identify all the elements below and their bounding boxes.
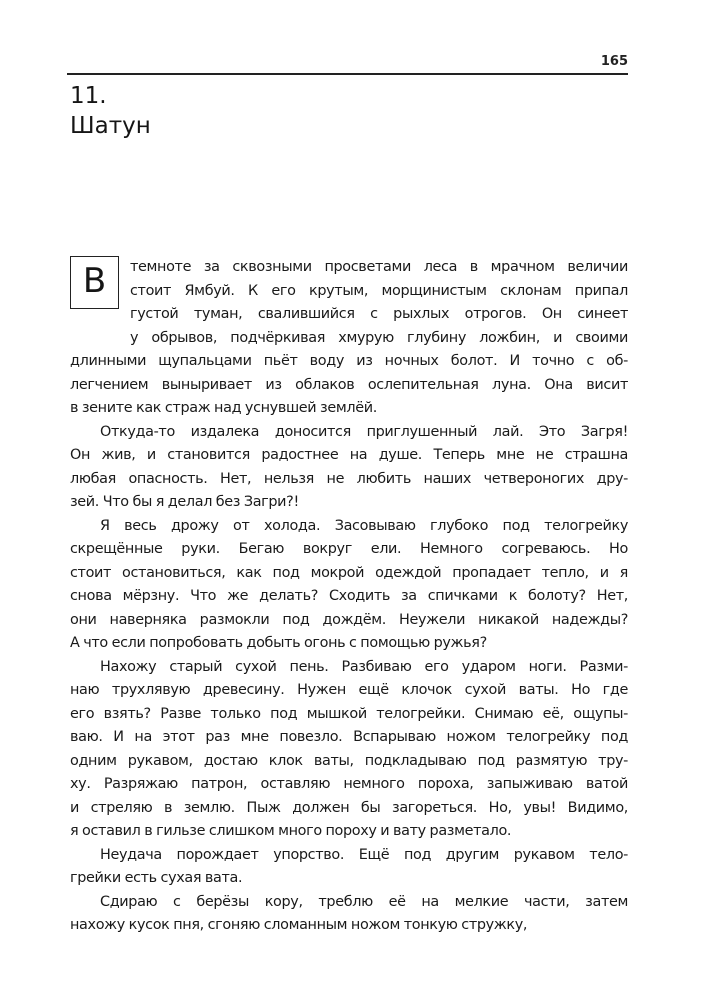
drop-cap: В: [70, 256, 119, 309]
text-line: Нахожу старый сухой пень. Разбиваю его ударом ноги. Разми-: [100, 658, 628, 675]
chapter-heading: [70, 81, 151, 141]
text-line: снова мёрзну. Что же делать? Сходить за спичками к болоту? Нет,: [70, 588, 628, 604]
text-line: и стреляю в землю. Пыж должен бы загореться. Но, увы! Видимо,: [70, 799, 628, 816]
text-line: стоит остановиться, как под мокрой одеждой пропадает тепло, и я: [70, 564, 628, 581]
text-line: скрещённые руки. Бегаю вокруг ели. Немного согреваюсь. Но: [70, 541, 628, 557]
text-line: легчением выныривает из облаков ослепительная луна. Она висит: [70, 376, 628, 393]
text-line: Сдираю с берёзы кору, треблю её на мелкие части, затем: [100, 893, 628, 910]
text-line: нахожу кусок пня, сгоняю сломанным ножом тонкую стружку,: [70, 917, 528, 933]
text-line: у обрывов, подчёркивая хмурую глубину ложбин, и своими: [130, 329, 628, 346]
text-line: стоит Ямбуй. К его крутым, морщинистым склонам припал: [130, 282, 628, 299]
text-line: зей. Что бы я делал без Загри?!: [70, 494, 299, 510]
chapter-title: Шатун: [70, 113, 151, 139]
text-line: длинными щупальцами пьёт воду из ночных болот. И точно с об-: [70, 353, 628, 369]
text-line: темноте за сквозными просветами леса в мрачном величии: [130, 259, 628, 275]
text-line: они наверняка размокли под дождём. Неужели никакой надежды?: [70, 611, 628, 628]
text-line: ху. Разряжаю патрон, оставляю немного пороха, запыживаю ватой: [70, 776, 628, 792]
text-line: А что если попробовать добыть огонь с помощью ружья?: [70, 635, 487, 651]
text-line: Я весь дрожу от холода. Засовываю глубоко под телогрейку: [100, 517, 628, 534]
text-line: его взять? Разве только под мышкой телогрейки. Снимаю её, ощупы-: [70, 705, 628, 722]
text-line: одним рукавом, достаю клок ваты, подкладываю под размятую тру-: [70, 752, 628, 769]
text-line: я оставил в гильзе слишком много пороху и вату разметало.: [70, 823, 512, 839]
text-line: в зените как страж над уснувшей землёй.: [70, 400, 377, 416]
text-line: Он жив, и становится радостнее на душе. Теперь мне не страшна: [70, 447, 628, 463]
text-line: Неудача порождает упорство. Ещё под другим рукавом тело-: [100, 846, 628, 863]
text-line: Откуда-то издалека доносится приглушенный лай. Это Загря!: [100, 423, 628, 440]
text-line: наю трухлявую древесину. Нужен ещё клочок сухой ваты. Но где: [70, 682, 628, 698]
chapter-number: 11.: [70, 83, 107, 109]
text-line: густой туман, свалившийся с рыхлых отрогов. Он синеет: [130, 306, 628, 322]
text-line: грейки есть сухая вата.: [70, 870, 243, 886]
text-line: ваю. И на этот раз мне повезло. Вспарываю ножом телогрейку под: [70, 729, 628, 745]
text-line: любая опасность. Нет, нельзя не любить наших четвероногих дру-: [70, 470, 628, 487]
header-rule: [67, 73, 628, 75]
body-text: [70, 256, 628, 938]
page-number: 165: [600, 54, 628, 69]
